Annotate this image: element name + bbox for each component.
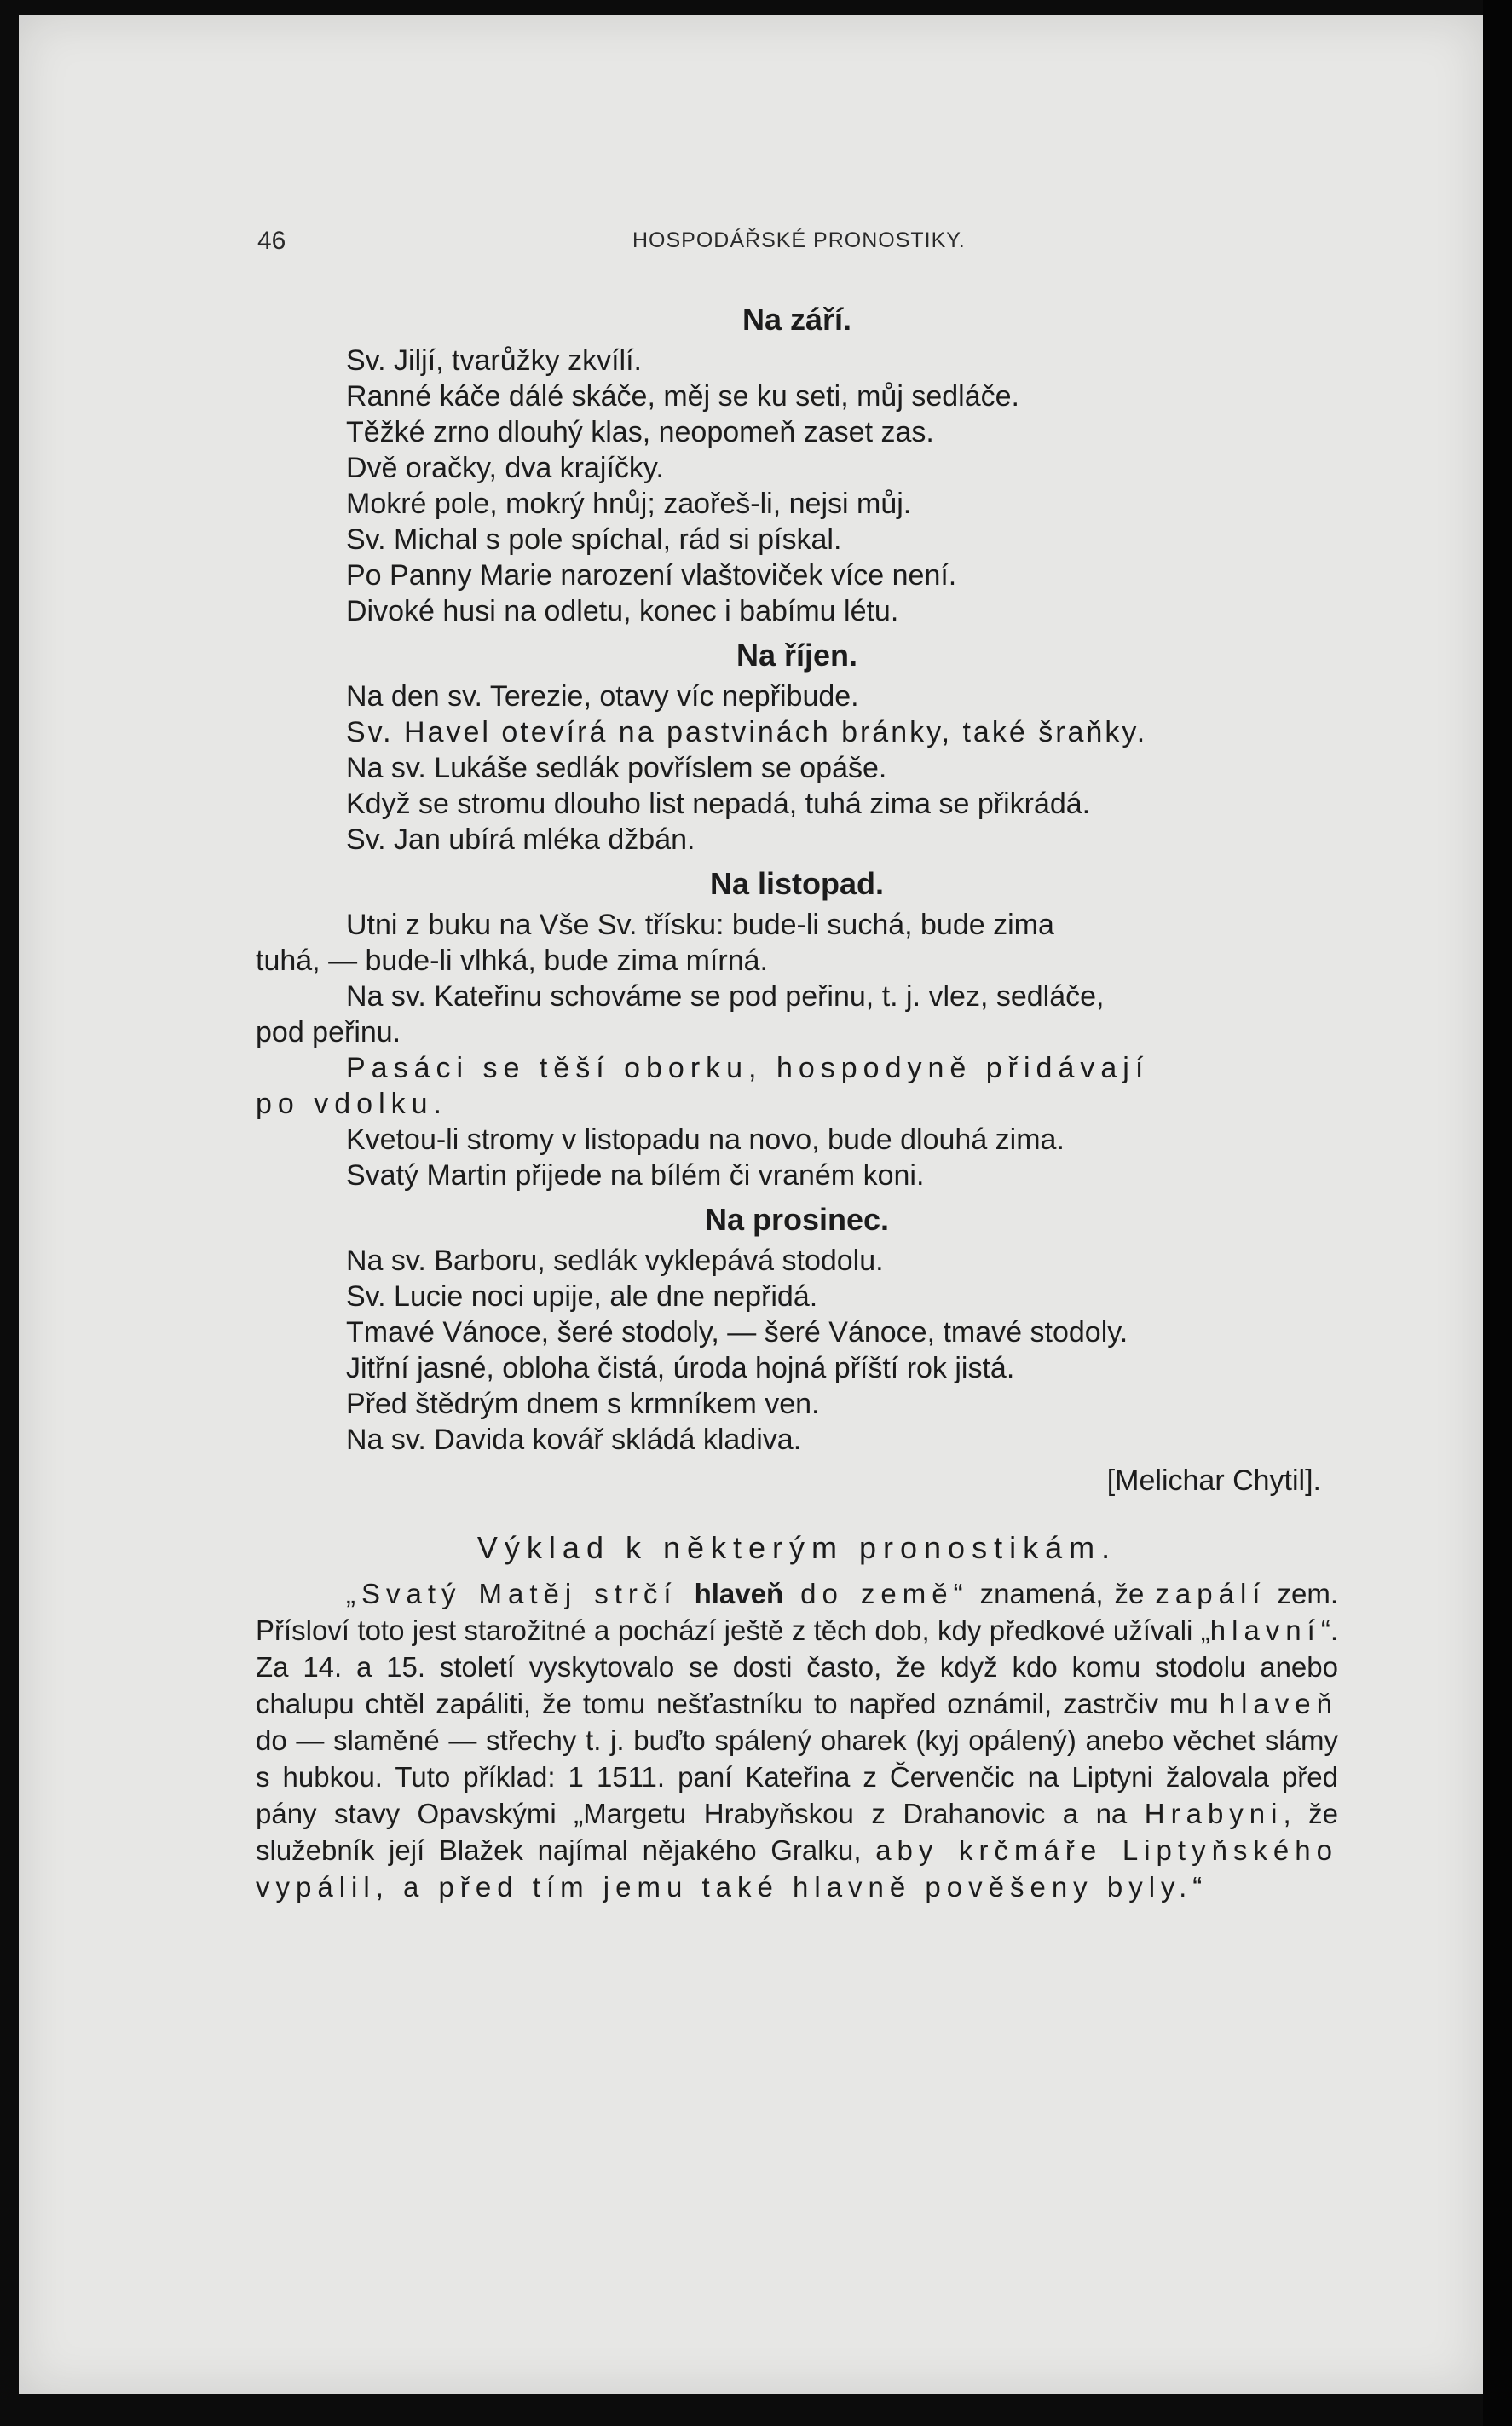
emphasis: Hrabyni (1144, 1798, 1284, 1829)
page-header (257, 218, 1365, 269)
proverb-line: Ranné káče dálé skáče, měj se ku seti, můj sedláče. (346, 380, 1019, 413)
proverb-line: tuhá, — bude-li vlhká, bude zima mírná. (256, 944, 768, 977)
proverb-line: Tmavé Vánoce, šeré stodoly, — šeré Vánoce, tmavé stodoly. (346, 1316, 1128, 1349)
quote-close: do země“ (783, 1578, 969, 1609)
proverb-line: Na den sv. Terezie, otavy víc nepřibude. (346, 680, 859, 713)
section-title-listopad: Na listopad. (709, 866, 885, 901)
essay-title: Výklad k některým pronostikám. (476, 1530, 1117, 1565)
page-number: 46 (257, 227, 286, 255)
running-title: HOSPODÁŘSKÉ PRONOSTIKY. (632, 228, 966, 252)
emphasis: zapálí (1155, 1578, 1267, 1609)
proverb-line: Na sv. Davida kovář skládá kladiva. (346, 1424, 802, 1456)
essay-text: znamená, že (968, 1578, 1156, 1609)
emphasis: hlavní (1209, 1614, 1321, 1646)
scan-border (1483, 0, 1512, 2426)
essay-text: zem. Přísloví toto jest starožitné a pochází ještě z těch dob, kdy předkové užívali „ (256, 1578, 1338, 1646)
main-text (256, 297, 1338, 1905)
proverb-line: Divoké husi na odletu, konec i babímu létu. (346, 595, 899, 627)
proverb-line: Před štědrým dnem s krmníkem ven. (346, 1388, 820, 1420)
proverb-line: Sv. Jiljí, tvarůžky zkvílí. (346, 344, 642, 377)
author-signature: [Melichar Chytil]. (1106, 1464, 1321, 1497)
proverb-line: po vdolku. (256, 1088, 447, 1120)
proverb-line: Sv. Lucie noci upije, ale dne nepřidá. (346, 1280, 818, 1313)
proverb-line: pod peřinu. (256, 1016, 401, 1048)
proverb-line: Sv. Michal s pole spíchal, rád si pískal. (346, 523, 842, 556)
proverb-line: Na sv. Lukáše sedlák povříslem se opáše. (346, 752, 887, 784)
emphasis: hlaveň (1219, 1688, 1338, 1719)
proverb-line: Svatý Martin přijede na bílém či vraném koni. (346, 1159, 925, 1192)
essay-paragraph (256, 1575, 1338, 1905)
proverb-line: Dvě oračky, dva krajíčky. (346, 452, 664, 484)
section-title-zari: Na září. (742, 302, 852, 337)
proverb-line: Sv. Jan ubírá mléka džbán. (346, 823, 695, 856)
proverb-line: Pasáci se těší oborku, hospodyně přidávají (346, 1052, 1150, 1084)
proverb-line: Těžké zrno dlouhý klas, neopomeň zaset zas. (346, 416, 934, 448)
proverb-line: Na sv. Barboru, sedlák vyklepává stodolu. (346, 1245, 884, 1277)
quote-bold-word: hlaveň (694, 1578, 784, 1609)
section-title-rijen: Na říjen. (736, 638, 858, 673)
proverb-line: Po Panny Marie narození vlaštoviček více není. (346, 559, 957, 592)
proverb-line: Jitřní jasné, obloha čistá, úroda hojná příští rok jistá. (346, 1352, 1015, 1384)
proverb-line: Mokré pole, mokrý hnůj; zaořeš-li, nejsi můj. (346, 488, 912, 520)
proverb-line: Když se stromu dlouho list nepadá, tuhá zima se přikrádá. (346, 788, 1091, 820)
quote-open: „Svatý Matěj strčí (346, 1578, 695, 1609)
proverb-line: Kvetou-li stromy v listopadu na novo, bude dlouhá zima. (346, 1123, 1065, 1156)
emphasis: aby krčmáře Liptyňského vypálil, a před tím jemu také hlavně pověšeny byly.“ (256, 1834, 1338, 1903)
proverb-line: Sv. Havel otevírá na pastvinách bránky, také šraňky. (346, 716, 1148, 748)
essay-text: “. Za 14. a 15. století vyskytovalo se dosti často, že když kdo komu stodolu anebo chalupu chtěl zapáliti, že tomu nešťastníku to napřed oznámil, zastrčiv mu (256, 1614, 1338, 1719)
proverb-line: Na sv. Kateřinu schováme se pod peřinu, t. j. vlez, sedláče, (346, 980, 1105, 1013)
essay-text: do — slaměné — střechy t. j. buďto spálený oharek (kyj opálený) anebo věchet slámy s hubkou. Tuto příklad: 1 1511. paní Kateřina z Červenčic na Liptyni žalovala před pány stavy Opavskými „Margetu Hrabyňskou z Drahanovic a na (256, 1724, 1338, 1829)
proverb-line: Utni z buku na Vše Sv. třísku: bude-li suchá, bude zima (346, 909, 1054, 941)
section-title-prosinec: Na prosinec. (704, 1202, 890, 1237)
essay-text: , že služebník její Blažek najímal nějakého Gralku, (256, 1798, 1338, 1866)
